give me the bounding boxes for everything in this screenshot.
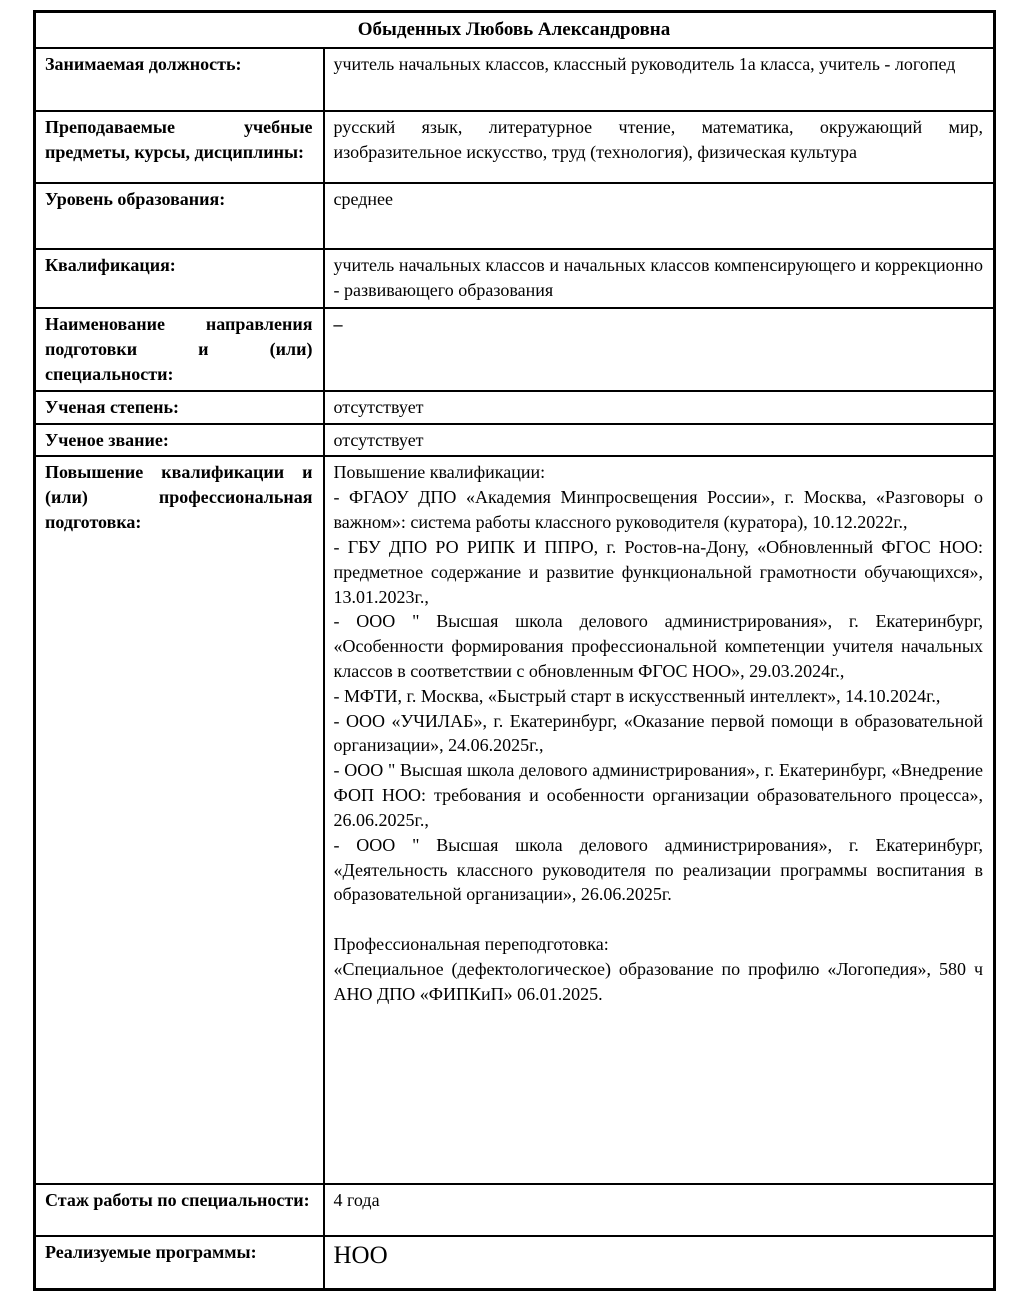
page-title: Обыденных Любовь Александровна — [35, 12, 995, 49]
course-item: - ООО " Высшая школа делового администрирования», г. Екатеринбург, «Внедрение ФОП НОО: требования и особенности организации образовательного процесса», 26.06.2025г., — [333, 760, 983, 830]
row-label-academic-degree: Ученая степень: — [35, 391, 324, 424]
course-item: - МФТИ, г. Москва, «Быстрый старт в искусственный интеллект», 14.10.2024г., — [333, 685, 941, 706]
table-row-specialty — [35, 308, 995, 390]
table-row-professional-training — [35, 456, 995, 1184]
retraining-text: «Специальное (дефектологическое) образование по профилю «Логопедия», 580 ч АНО ДПО «ФИПКиП» 06.01.2025. — [333, 959, 983, 1004]
row-label-work-experience: Стаж работы по специальности: — [35, 1184, 324, 1236]
row-label-specialty: Наименование направления подготовки и (или) специальности: — [35, 308, 324, 390]
row-value-subjects: русский язык, литературное чтение, математика, окружающий мир, изобразительное искусство, труд (технология), физическая культура — [324, 111, 995, 183]
training-heading: Повышение квалификации: — [333, 462, 546, 483]
table-row-position — [35, 48, 995, 111]
row-value-education-level: среднее — [324, 183, 995, 249]
row-value-work-experience: 4 года — [324, 1184, 995, 1236]
table-row-education-level — [35, 183, 995, 249]
row-value-programs: НОО — [324, 1236, 995, 1289]
row-label-qualification: Квалификация: — [35, 249, 324, 308]
row-label-subjects: Преподаваемые учебные предметы, курсы, дисциплины: — [35, 111, 324, 183]
retraining-heading: Профессиональная переподготовка: — [333, 934, 609, 955]
row-label-education-level: Уровень образования: — [35, 183, 324, 249]
table-row-programs — [35, 1236, 995, 1289]
table-row-subjects — [35, 111, 995, 183]
course-item: - ООО " Высшая школа делового администрирования», г. Екатеринбург, «Деятельность классного руководителя по реализации программы воспитания в образовательной организации», 26.06.2025г. — [333, 834, 983, 905]
row-value-position: учитель начальных классов, классный руководитель 1а класса, учитель - логопед — [324, 48, 995, 111]
row-label-academic-rank: Ученое звание: — [35, 424, 324, 457]
table-row-work-experience — [35, 1184, 995, 1236]
blank-line — [334, 907, 984, 932]
row-label-professional-training: Повышение квалификации и (или) профессиональная подготовка: — [35, 456, 324, 1184]
teacher-info-table — [33, 10, 996, 1291]
table-row-academic-rank — [35, 424, 995, 457]
table-row-title — [35, 12, 995, 49]
table-row-academic-degree — [35, 391, 995, 424]
table-row-qualification — [35, 249, 995, 308]
teacher-profile-document — [33, 10, 993, 1291]
course-item: - ФГАОУ ДПО «Академия Минпросвещения России», г. Москва, «Разговоры о важном»: система работы классного руководителя (куратора), 10.12.2022г., — [333, 487, 983, 533]
row-value-qualification: учитель начальных классов и начальных классов компенсирующего и коррекционно - развивающего образования — [324, 249, 995, 308]
course-item: - ГБУ ДПО РО РИПК И ППРО, г. Ростов-на-Дону, «Обновленный ФГОС НОО: предметное содержание и развитие функциональной грамотности обучающихся», 13.01.2023г., — [333, 536, 983, 607]
course-item: - ООО «УЧИЛАБ», г. Екатеринбург, «Оказание первой помощи в образовательной организации», 24.06.2025г., — [333, 710, 983, 756]
course-item: - ООО " Высшая школа делового администрирования», г. Екатеринбург, «Особенности формирования профессиональной компетенции учителя начальных классов в соответствии с обновленным ФГОС НОО», 29.03.2024г., — [333, 611, 983, 681]
row-value-academic-rank: отсутствует — [324, 424, 995, 457]
row-label-programs: Реализуемые программы: — [35, 1236, 324, 1289]
row-value-specialty: – — [324, 308, 995, 390]
row-value-professional-training — [324, 456, 995, 1184]
row-label-position: Занимаемая должность: — [35, 48, 324, 111]
row-value-academic-degree: отсутствует — [324, 391, 995, 424]
